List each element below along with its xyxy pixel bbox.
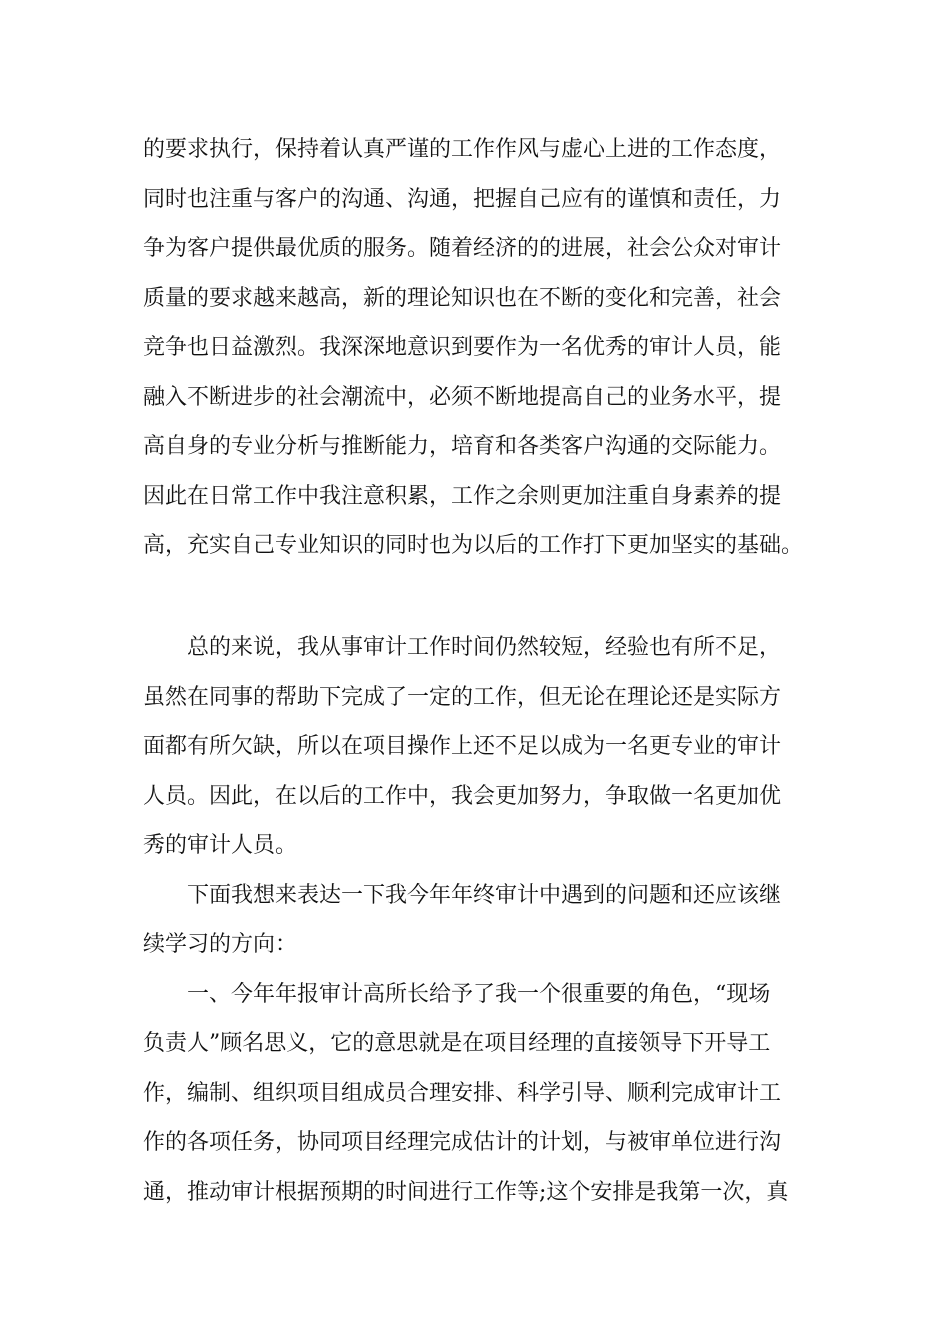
paragraph-group — [143, 623, 823, 1217]
text-line: 高，充实自己专业知识的同时也为以后的工作打下更加坚实的基础。 — [143, 533, 804, 558]
text-line: 融入不断进步的社会潮流中，必须不断地提高自己的业务水平，提 — [143, 384, 782, 410]
text-line: 作的各项任务，协同项目经理完成估计的计划，与被审单位进行沟 — [143, 1130, 782, 1155]
text-line: 通，推动审计根据预期的时间进行工作等;这个安排是我第一次，真 — [143, 1179, 789, 1205]
text-line: 同时也注重与客户的沟通、沟通，把握自己应有的谨慎和责任，力 — [143, 186, 782, 212]
text-line: 人员。因此，在以后的工作中，我会更加努力，争取做一名更加优 — [143, 783, 782, 809]
text-line: 秀的审计人员。 — [143, 833, 298, 858]
text-line: 争为客户提供最优质的服务。随着经济的的进展，社会公众对审计 — [143, 236, 782, 261]
text-line: 一、今年年报审计高所长给予了我一个很重要的角色，“现场 — [143, 981, 771, 1007]
text-line: 虽然在同事的帮助下完成了一定的工作，但无论在理论还是实际方 — [143, 684, 782, 710]
text-line: 竞争也日益激烈。我深深地意识到要作为一名优秀的审计人员，能 — [143, 335, 782, 360]
paragraph-continued — [143, 125, 823, 571]
text-line: 因此在日常工作中我注意积累，工作之余则更加注重自身素养的提 — [143, 483, 782, 509]
text-line: 质量的要求越来越高，新的理论知识也在不断的变化和完善，社会 — [143, 285, 782, 311]
text-line: 续学习的方向： — [143, 932, 298, 957]
text-line: 总的来说，我从事审计工作时间仍然较短，经验也有所不足， — [143, 635, 782, 660]
text-line: 的要求执行，保持着认真严谨的工作作风与虚心上进的工作态度， — [143, 137, 782, 162]
text-line: 面都有所欠缺，所以在项目操作上还不足以成为一名更专业的审计 — [143, 734, 782, 759]
text-line: 下面我想来表达一下我今年年终审计中遇到的问题和还应该继 — [143, 882, 782, 908]
text-line: 作，编制、组织项目组成员合理安排、科学引导、顺利完成审计工 — [143, 1080, 782, 1106]
text-line: 高自身的专业分析与推断能力，培育和各类客户沟通的交际能力。 — [143, 434, 782, 459]
text-line: 负责人”顾名思义，它的意思就是在项目经理的直接领导下开导工 — [143, 1031, 771, 1056]
